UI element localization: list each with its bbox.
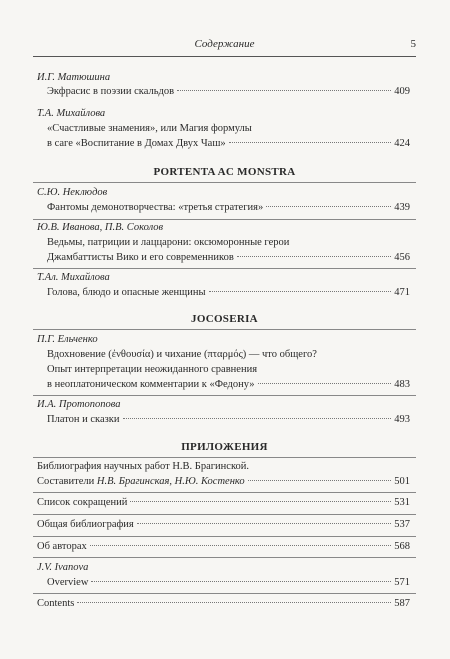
entry-title: Об авторах xyxy=(37,541,87,552)
section-heading: ПРИЛОЖЕНИЯ xyxy=(181,441,268,453)
entry-author: Т.А. Михайлова xyxy=(37,108,106,119)
entry-title: Список сокращений xyxy=(37,497,128,508)
separator xyxy=(33,268,416,269)
dot-leader xyxy=(229,142,392,143)
separator xyxy=(33,329,416,330)
separator xyxy=(33,536,416,537)
running-header xyxy=(33,38,416,54)
biblio-title-line: Библиография научных работ Н.В. Брагинской. xyxy=(37,461,250,472)
entry-page: 424 xyxy=(394,138,410,149)
toc-entry[interactable] xyxy=(47,287,410,298)
entry-page: 587 xyxy=(394,598,410,609)
entry-title-line: Ведьмы, патриции и лаццарони: оксюморонные герои xyxy=(47,237,290,248)
entry-author: И.А. Протопопова xyxy=(37,399,121,410)
dot-leader xyxy=(209,291,392,292)
toc-entry[interactable] xyxy=(47,379,410,390)
entry-author: П.Г. Ельченко xyxy=(37,334,98,345)
entry-page: 537 xyxy=(394,519,410,530)
separator xyxy=(33,182,416,183)
dot-leader xyxy=(258,383,392,384)
entry-author: С.Ю. Неклюдов xyxy=(37,187,108,198)
entry-author: И.Г. Матюшина xyxy=(37,72,111,83)
toc-entry[interactable] xyxy=(47,252,410,263)
entry-title-line: «Счастливые знамения», или Магия формулы xyxy=(47,123,252,134)
entry-title: Overview xyxy=(47,577,89,588)
toc-entry[interactable] xyxy=(47,138,410,149)
dot-leader xyxy=(266,206,391,207)
toc-entry[interactable] xyxy=(47,86,410,97)
entry-title-line: Опыт интерпретации неожиданного сравнения xyxy=(47,364,258,375)
dot-leader xyxy=(137,523,392,524)
header-rule xyxy=(33,56,416,57)
toc-entry[interactable] xyxy=(47,414,410,425)
entry-title: Экфрасис в поэзии скальдов xyxy=(47,86,175,97)
compilers-prefix: Составители xyxy=(37,476,97,487)
entry-title-line: Вдохновение (ἐνθουσία) и чихание (πταρμός) — что общего? xyxy=(47,349,317,360)
toc-entry[interactable] xyxy=(47,577,410,588)
toc-entry[interactable] xyxy=(37,598,410,609)
entry-page: 439 xyxy=(394,202,410,213)
entry-title: в саге «Воспитание в Домах Двух Чаш» xyxy=(47,138,226,149)
entry-author: Ю.В. Иванова, П.В. Соколов xyxy=(37,222,164,233)
entry-title: Фантомы демонотворчества: «третья стратегия» xyxy=(47,202,264,213)
entry-page: 493 xyxy=(394,414,410,425)
header-title: Содержание xyxy=(194,38,255,50)
entry-title: Джамбаттисты Вико и его современников xyxy=(47,252,234,263)
section-heading: PORTENTA AC MONSTRA xyxy=(153,166,296,178)
toc-entry[interactable] xyxy=(37,497,410,508)
entry-author: J.V. Ivanova xyxy=(37,562,89,573)
entry-page: 409 xyxy=(394,86,410,97)
dot-leader xyxy=(91,581,391,582)
dot-leader xyxy=(237,256,391,257)
separator xyxy=(33,457,416,458)
entry-title: Платон и сказки xyxy=(47,414,120,425)
dot-leader xyxy=(90,545,391,546)
dot-leader xyxy=(248,480,392,481)
entry-title: Общая библиография xyxy=(37,519,134,530)
toc-entry[interactable] xyxy=(37,519,410,530)
toc-entry[interactable] xyxy=(37,541,410,552)
entry-page: 483 xyxy=(394,379,410,390)
entry-page: 501 xyxy=(394,476,410,487)
entry-page: 456 xyxy=(394,252,410,263)
entry-page: 471 xyxy=(394,287,410,298)
entry-title xyxy=(37,476,245,487)
separator xyxy=(33,514,416,515)
entry-title: Голова, блюдо и опасные женщины xyxy=(47,287,206,298)
dot-leader xyxy=(77,602,391,603)
toc-entry[interactable] xyxy=(37,476,410,487)
entry-title: в неоплатоническом комментарии к «Федону» xyxy=(47,379,255,390)
page-number: 5 xyxy=(410,38,416,50)
dot-leader xyxy=(123,418,392,419)
separator xyxy=(33,492,416,493)
entry-page: 531 xyxy=(394,497,410,508)
entry-page: 568 xyxy=(394,541,410,552)
dot-leader xyxy=(130,501,391,502)
entry-title: Contents xyxy=(37,598,75,609)
separator xyxy=(33,593,416,594)
compilers-names: Н.В. Брагинская, Н.Ю. Костенко xyxy=(96,476,245,487)
separator xyxy=(33,395,416,396)
separator xyxy=(33,557,416,558)
dot-leader xyxy=(177,90,391,91)
section-heading: JOCOSERIA xyxy=(191,313,258,325)
entry-page: 571 xyxy=(394,577,410,588)
separator xyxy=(33,219,416,220)
toc-entry[interactable] xyxy=(47,202,410,213)
entry-author: Т.Ал. Михайлова xyxy=(37,272,110,283)
